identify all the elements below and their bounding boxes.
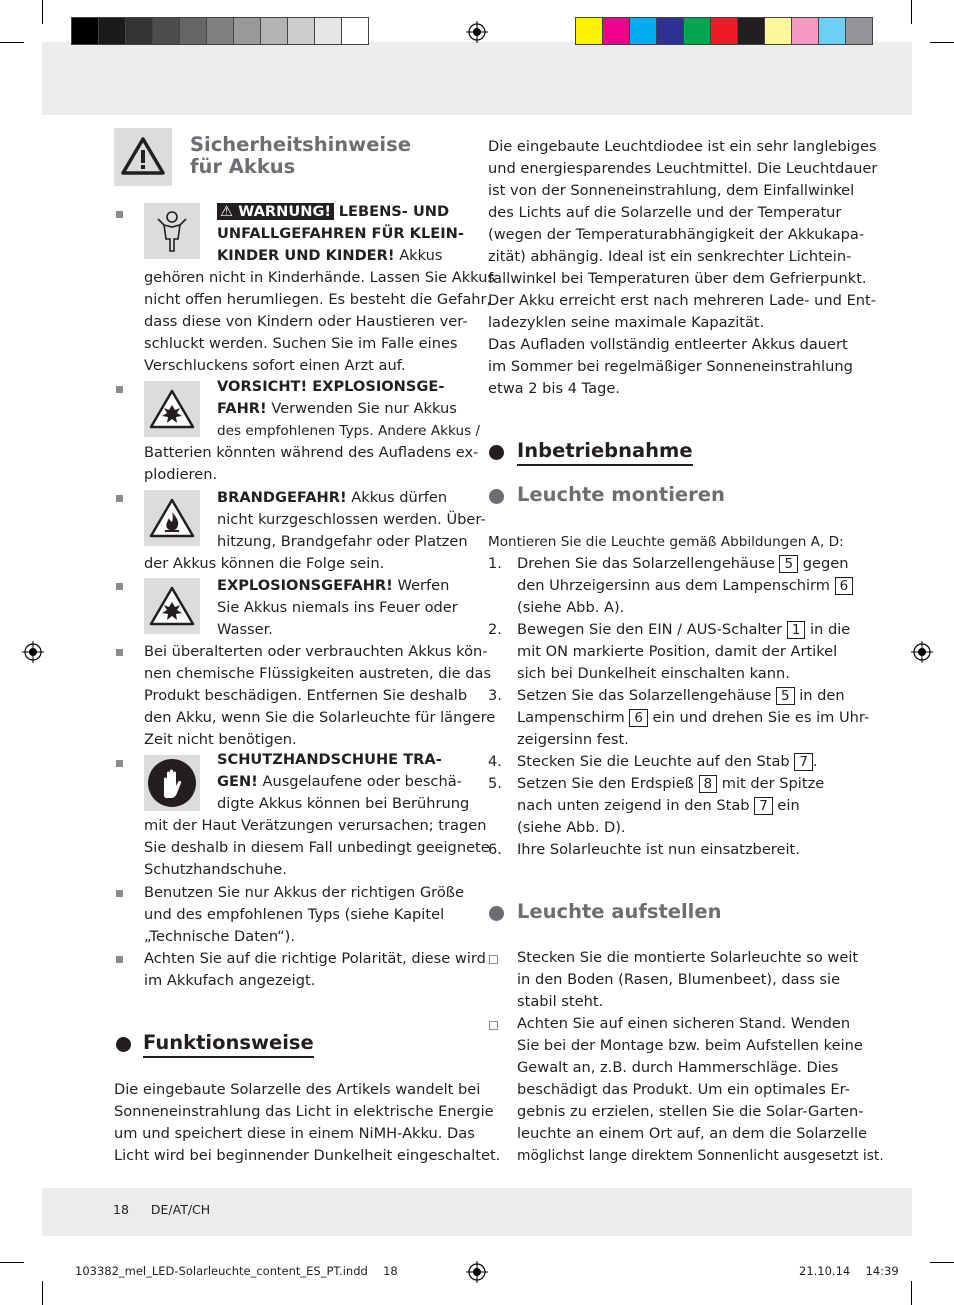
color-swatch bbox=[791, 17, 819, 45]
bullet bbox=[116, 890, 123, 897]
item-text bbox=[217, 771, 462, 793]
paragraph-line: Die eingebaute Leuchtdiodee ist ein sehr langlebiges bbox=[488, 138, 877, 155]
item-line: der Akkus können die Folge sein. bbox=[144, 555, 385, 572]
step-text: ein bbox=[777, 797, 800, 814]
item-text bbox=[217, 398, 457, 420]
item-text bbox=[217, 575, 449, 597]
slug-line bbox=[75, 1264, 398, 1278]
item-line: hitzung, Brandgefahr oder Platzen bbox=[217, 533, 468, 550]
item-line: Achten Sie auf einen sicheren Stand. Wenden bbox=[517, 1015, 851, 1032]
slug-filename: 103382_mel_LED-Solarleuchte_content_ES_PT.indd bbox=[75, 1264, 368, 1278]
part-number-box: 5 bbox=[779, 555, 798, 573]
explosion-hazard-icon bbox=[144, 381, 200, 437]
color-swatch bbox=[206, 17, 234, 45]
paragraph-line: und energiesparendes Leuchtmittel. Die Leuchtdauer bbox=[488, 160, 878, 177]
color-swatch bbox=[314, 17, 342, 45]
paragraph-line: des Lichts auf die Solarzelle und der Temperatur bbox=[488, 204, 842, 221]
paragraph-line: zität) abhängig. Ideal ist ein senkrechter Lichtein- bbox=[488, 248, 852, 265]
header-band bbox=[42, 42, 912, 115]
paragraph-line: Montieren Sie die Leuchte gemäß Abbildungen A, D: bbox=[488, 534, 844, 550]
step-line bbox=[517, 553, 848, 575]
checkbox-bullet-icon bbox=[489, 1021, 498, 1030]
item-line: mit der Haut Verätzungen verursachen; tragen bbox=[144, 817, 487, 834]
warning-heading: GEN! bbox=[217, 773, 258, 790]
part-number-box: 5 bbox=[776, 687, 795, 705]
item-line: Wasser. bbox=[217, 621, 273, 638]
locale-label: DE/AT/CH bbox=[150, 1202, 211, 1217]
registration-mark-icon bbox=[466, 21, 488, 43]
item-text bbox=[217, 749, 442, 771]
slug-time: 14:39 bbox=[865, 1264, 899, 1278]
item-line: nen chemische Flüssigkeiten austreten, die das bbox=[144, 665, 492, 682]
child-hazard-icon bbox=[144, 203, 200, 259]
warning-heading: VORSICHT! EXPLOSIONSGE- bbox=[217, 378, 445, 395]
step-line: zeigersinn fest. bbox=[517, 731, 629, 748]
color-swatch bbox=[710, 17, 738, 45]
color-swatch bbox=[683, 17, 711, 45]
crop-mark bbox=[911, 1281, 912, 1305]
step-number: 6. bbox=[488, 841, 502, 858]
warning-triangle-small-icon: ⚠ bbox=[220, 203, 234, 220]
color-swatch bbox=[845, 17, 873, 45]
crop-mark bbox=[42, 0, 43, 24]
warning-triangle-icon bbox=[114, 128, 172, 186]
bullet bbox=[116, 211, 123, 218]
warning-heading: KINDER UND KINDER! bbox=[217, 247, 395, 264]
item-line: digte Akkus können bei Berührung bbox=[217, 795, 470, 812]
bullet bbox=[116, 386, 123, 393]
color-swatch bbox=[260, 17, 288, 45]
registration-mark-icon bbox=[466, 1261, 488, 1283]
subsection-heading: Leuchte aufstellen bbox=[517, 900, 722, 923]
page-number: 18 bbox=[113, 1202, 129, 1217]
step-text: . bbox=[812, 753, 818, 770]
warning-heading: UNFALLGEFAHREN FÜR KLEIN- bbox=[217, 225, 464, 242]
item-line: des empfohlenen Typs. Andere Akkus / bbox=[217, 423, 481, 439]
color-swatch bbox=[125, 17, 153, 45]
crop-mark bbox=[930, 1262, 954, 1263]
section-title bbox=[190, 134, 411, 178]
part-number-box: 8 bbox=[699, 775, 718, 793]
step-line: (siehe Abb. D). bbox=[517, 819, 626, 836]
section-heading: Inbetriebnahme bbox=[517, 439, 693, 466]
grayscale-color-bar bbox=[71, 17, 368, 46]
color-swatch bbox=[179, 17, 207, 45]
slug-timestamp bbox=[799, 1264, 899, 1278]
explosion-hazard-icon bbox=[144, 578, 200, 634]
bullet bbox=[116, 649, 123, 656]
crop-mark bbox=[0, 1262, 24, 1263]
item-line: gehören nicht in Kinderhände. Lassen Sie Akkus bbox=[144, 269, 496, 286]
paragraph-line: Das Aufladen vollständig entleerter Akkus dauert bbox=[488, 336, 848, 353]
step-text: Setzen Sie den Erdspieß bbox=[517, 775, 694, 792]
item-text-run: Verwenden Sie nur Akkus bbox=[271, 400, 457, 417]
step-line bbox=[517, 619, 850, 641]
title-line: für Akkus bbox=[190, 155, 296, 178]
warning-heading: EXPLOSIONSGEFAHR! bbox=[217, 577, 393, 594]
part-number-box: 7 bbox=[754, 797, 773, 815]
step-text: in die bbox=[810, 621, 851, 638]
color-swatch bbox=[764, 17, 792, 45]
item-line: und des empfohlenen Typs (siehe Kapitel bbox=[144, 906, 445, 923]
warning-heading: LEBENS- UND bbox=[338, 203, 450, 220]
color-swatch bbox=[152, 17, 180, 45]
step-line bbox=[517, 707, 869, 729]
warning-heading: FAHR! bbox=[217, 400, 267, 417]
item-text bbox=[217, 223, 464, 245]
step-text: nach unten zeigend in den Stab bbox=[517, 797, 750, 814]
subsection-dot-icon bbox=[489, 489, 504, 504]
item-line: Zeit nicht benötigen. bbox=[144, 731, 297, 748]
step-number: 5. bbox=[488, 775, 502, 792]
crop-mark bbox=[930, 42, 954, 43]
warning-heading: SCHUTZHANDSCHUHE TRA- bbox=[217, 751, 442, 768]
paragraph-line: fallwinkel bei Temperaturen über dem Gefrierpunkt. bbox=[488, 270, 867, 287]
item-line: Stecken Sie die montierte Solarleuchte so weit bbox=[517, 949, 859, 966]
color-swatch bbox=[737, 17, 765, 45]
paragraph-line: im Sommer bei regelmäßiger Sonneneinstrahlung bbox=[488, 358, 853, 375]
registration-mark-icon bbox=[911, 641, 933, 663]
item-line: den Akku, wenn Sie die Solarleuchte für längere bbox=[144, 709, 496, 726]
bullet bbox=[116, 956, 123, 963]
warning-label: WARNUNG! bbox=[238, 203, 332, 220]
step-line bbox=[517, 575, 853, 597]
paragraph-line: ladezyklen seine maximale Kapazität. bbox=[488, 314, 765, 331]
step-text: gegen bbox=[802, 555, 849, 572]
slug-date: 21.10.14 bbox=[799, 1264, 851, 1278]
paragraph-line: ist von der Sonneneinstrahlung, dem Einfallwinkel bbox=[488, 182, 855, 199]
step-line bbox=[517, 685, 845, 707]
slug-page: 18 bbox=[383, 1264, 398, 1278]
item-line: dass diese von Kindern oder Haustieren ver- bbox=[144, 313, 468, 330]
item-line: Sie Akkus niemals ins Feuer oder bbox=[217, 599, 458, 616]
step-text: den Uhrzeigersinn aus dem Lampenschirm bbox=[517, 577, 830, 594]
item-text-run: Akkus dürfen bbox=[351, 489, 448, 506]
step-line bbox=[517, 751, 818, 773]
step-text: in den bbox=[799, 687, 845, 704]
paragraph-line: Die eingebaute Solarzelle des Artikels wandelt bei bbox=[114, 1081, 481, 1098]
step-text: ein und drehen Sie es im Uhr- bbox=[652, 709, 870, 726]
step-line: mit ON markierte Position, damit der Artikel bbox=[517, 643, 838, 660]
warning-icon-box bbox=[114, 128, 172, 186]
step-text: Stecken Sie die Leuchte auf den Stab bbox=[517, 753, 790, 770]
paragraph-line: um und speichert diese in einem NiMH-Akku. Das bbox=[114, 1125, 475, 1142]
paragraph-line: etwa 2 bis 4 Tage. bbox=[488, 380, 620, 397]
step-line: sich bei Dunkelheit einschalten kann. bbox=[517, 665, 790, 682]
color-swatch bbox=[602, 17, 630, 45]
fire-hazard-icon bbox=[144, 490, 200, 546]
item-line: Produkt beschädigen. Entfernen Sie deshalb bbox=[144, 687, 468, 704]
bullet bbox=[116, 760, 123, 767]
part-number-box: 6 bbox=[835, 577, 854, 595]
item-line: „Technische Daten“). bbox=[144, 928, 295, 945]
registration-mark-icon bbox=[22, 641, 44, 663]
step-line bbox=[517, 795, 800, 817]
item-text-run: Akkus bbox=[399, 247, 443, 264]
warning-heading: BRANDGEFAHR! bbox=[217, 489, 347, 506]
step-number: 2. bbox=[488, 621, 502, 638]
subsection-dot-icon bbox=[489, 906, 504, 921]
item-line: nicht kurzgeschlossen werden. Über- bbox=[217, 511, 486, 528]
section-dot-icon bbox=[116, 1037, 131, 1052]
color-swatch bbox=[98, 17, 126, 45]
item-line: möglichst lange direktem Sonnenlicht ausgesetzt ist. bbox=[517, 1148, 884, 1164]
color-swatch bbox=[233, 17, 261, 45]
gloves-icon bbox=[144, 755, 200, 811]
item-line: Benutzen Sie nur Akkus der richtigen Größe bbox=[144, 884, 464, 901]
step-line: Ihre Solarleuchte ist nun einsatzbereit. bbox=[517, 841, 800, 858]
step-number: 4. bbox=[488, 753, 502, 770]
item-line: gebnis zu erzielen, stellen Sie die Solar-Garten- bbox=[517, 1103, 864, 1120]
item-line: Bei überalterten oder verbrauchten Akkus kön- bbox=[144, 643, 488, 660]
paragraph-line: (wegen der Temperaturabhängigkeit der Akkukapa- bbox=[488, 226, 865, 243]
item-line: plodieren. bbox=[144, 466, 218, 483]
step-text: Bewegen Sie den EIN / AUS-Schalter bbox=[517, 621, 783, 638]
crop-mark bbox=[0, 42, 24, 43]
item-line: Achten Sie auf die richtige Polarität, diese wird bbox=[144, 950, 486, 967]
crop-mark bbox=[911, 0, 912, 24]
item-line: beschädigt das Produkt. Um ein optimales Er- bbox=[517, 1081, 850, 1098]
item-line: stabil steht. bbox=[517, 993, 604, 1010]
item-line: Sie bei der Montage bzw. beim Aufstellen keine bbox=[517, 1037, 863, 1054]
part-number-box: 7 bbox=[794, 753, 813, 771]
item-line: schluckt werden. Suchen Sie im Falle eines bbox=[144, 335, 458, 352]
page-footer bbox=[113, 1202, 210, 1217]
title-line: Sicherheitshinweise bbox=[190, 133, 411, 156]
item-line: im Akkufach angezeigt. bbox=[144, 972, 316, 989]
item-text-run: Werfen bbox=[397, 577, 450, 594]
item-text bbox=[217, 245, 442, 267]
subsection-heading: Leuchte montieren bbox=[517, 483, 725, 506]
color-swatch bbox=[71, 17, 99, 45]
step-number: 3. bbox=[488, 687, 502, 704]
item-line: Verschluckens sofort einen Arzt auf. bbox=[144, 357, 406, 374]
item-line: Schutzhandschuhe. bbox=[144, 861, 287, 878]
color-swatch bbox=[575, 17, 603, 45]
process-color-bar bbox=[575, 17, 872, 46]
part-number-box: 6 bbox=[629, 709, 648, 727]
step-text: Setzen Sie das Solarzellengehäuse bbox=[517, 687, 772, 704]
section-dot-icon bbox=[489, 445, 504, 460]
step-text: Drehen Sie das Solarzellengehäuse bbox=[517, 555, 775, 572]
item-text bbox=[217, 487, 447, 509]
item-line: leuchte an einem Ort auf, an dem die Solarzelle bbox=[517, 1125, 868, 1142]
crop-mark bbox=[42, 1281, 43, 1305]
paragraph-line: Sonneneinstrahlung das Licht in elektrische Energie bbox=[114, 1103, 494, 1120]
color-swatch bbox=[656, 17, 684, 45]
paragraph-line: Licht wird bei beginnender Dunkelheit eingeschaltet. bbox=[114, 1147, 501, 1164]
step-text: Lampenschirm bbox=[517, 709, 625, 726]
color-swatch bbox=[287, 17, 315, 45]
step-number: 1. bbox=[488, 555, 502, 572]
item-line: nicht offen herumliegen. Es besteht die Gefahr, bbox=[144, 291, 492, 308]
item-line: Gewalt an, z.B. durch Hammerschläge. Dies bbox=[517, 1059, 839, 1076]
item-text bbox=[217, 376, 444, 398]
item-line: in den Boden (Rasen, Blumenbeet), dass sie bbox=[517, 971, 841, 988]
step-text: mit der Spitze bbox=[721, 775, 825, 792]
step-line bbox=[517, 773, 824, 795]
item-text bbox=[217, 201, 469, 223]
color-swatch bbox=[341, 17, 369, 45]
bullet bbox=[116, 583, 123, 590]
part-number-box: 1 bbox=[787, 621, 806, 639]
section-heading: Funktionsweise bbox=[143, 1031, 314, 1058]
item-line: Sie deshalb in diesem Fall unbedingt geeignete bbox=[144, 839, 490, 856]
color-swatch bbox=[629, 17, 657, 45]
checkbox-bullet-icon bbox=[489, 955, 498, 964]
step-line: (siehe Abb. A). bbox=[517, 599, 625, 616]
item-line: Batterien könnten während des Aufladens ex- bbox=[144, 444, 479, 461]
bullet bbox=[116, 495, 123, 502]
paragraph-line: Der Akku erreicht erst nach mehreren Lade- und Ent- bbox=[488, 292, 877, 309]
color-swatch bbox=[818, 17, 846, 45]
item-text-run: Ausgelaufene oder beschä- bbox=[262, 773, 462, 790]
